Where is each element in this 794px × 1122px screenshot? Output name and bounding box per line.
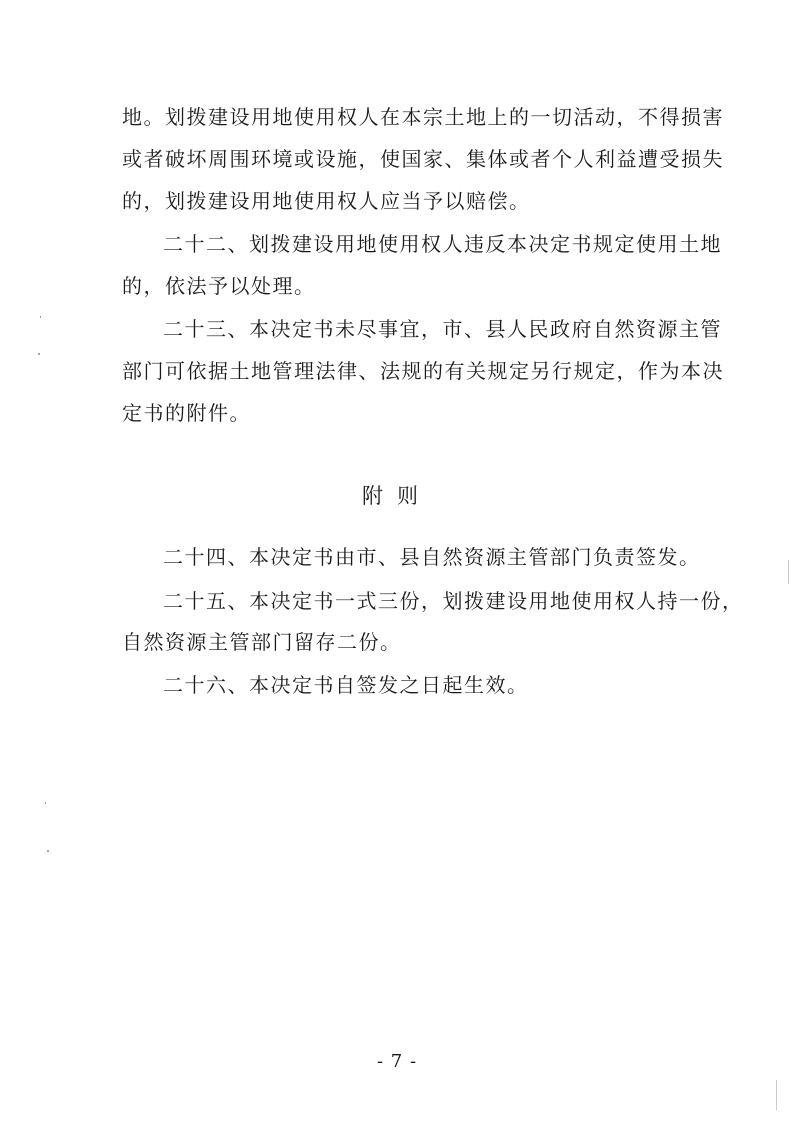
article-25-line-1: 二十五、本决定书一式三份，划拨建设用地使用权人持一份， [163, 589, 744, 613]
article-26-line-1: 二十六、本决定书自签发之日起生效。 [163, 673, 529, 697]
article-23-line-1: 二十三、本决定书未尽事宜，市、县人民政府自然资源主管 [163, 317, 722, 341]
article-22-line-1: 二十二、划拨建设用地使用权人违反本决定书规定使用土地 [163, 232, 722, 256]
scan-speck [45, 802, 46, 804]
scan-speck [47, 850, 49, 852]
scan-edge-mark [776, 1080, 777, 1110]
section-heading: 附则 [362, 484, 432, 508]
paragraph-1-line-2: 或者破坏周围环境或设施，使国家、集体或者个人利益遭受损失 [122, 147, 724, 171]
article-23-line-3: 定书的附件。 [122, 401, 251, 425]
article-24-line-1: 二十四、本决定书由市、县自然资源主管部门负责签发。 [163, 545, 701, 569]
paragraph-1-line-3: 的，划拨建设用地使用权人应当予以赔偿。 [122, 189, 531, 213]
scan-edge-mark [788, 560, 789, 584]
paragraph-1-line-1: 地。划拨建设用地使用权人在本宗土地上的一切活动，不得损害 [122, 105, 724, 129]
article-22-line-2: 的，依法予以处理。 [122, 274, 316, 298]
scan-speck [38, 353, 40, 355]
scan-speck [40, 316, 41, 318]
page-number: - 7 - [376, 1051, 418, 1072]
article-25-line-2: 自然资源主管部门留存二份。 [122, 630, 402, 654]
article-23-line-2: 部门可依据土地管理法律、法规的有关规定另行规定，作为本决 [122, 359, 724, 383]
